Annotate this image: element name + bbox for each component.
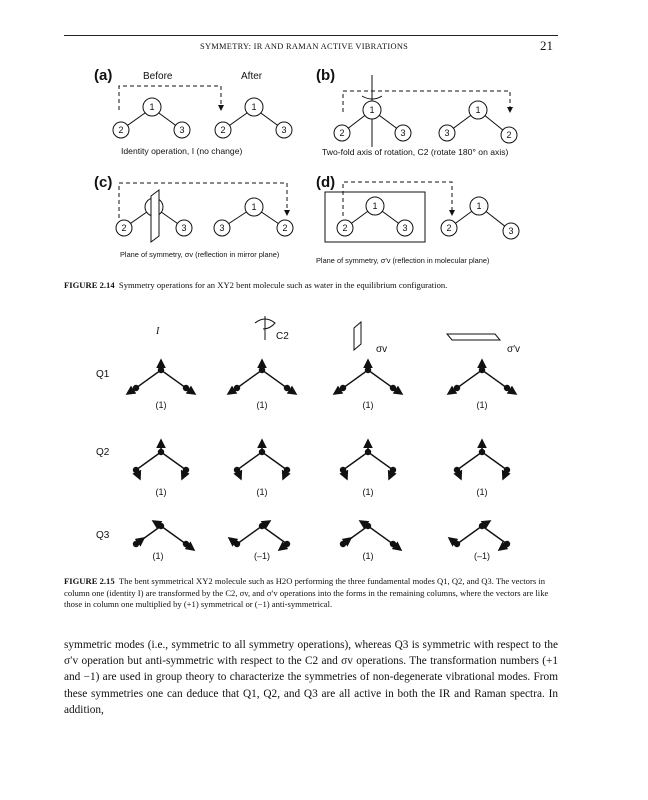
- q2-factor-2: (1): [256, 487, 268, 497]
- a1-atom-1: 1: [149, 102, 155, 112]
- panel-d-tag: (d): [316, 174, 336, 191]
- q1-col2-bond-left: [237, 370, 262, 388]
- q1-factor-3: (1): [362, 400, 374, 410]
- q3-col2-bond-right: [262, 526, 287, 544]
- a1-atom-2: 2: [118, 125, 124, 135]
- c2-atom-3: 3: [219, 223, 225, 233]
- q1-factor-4: (1): [476, 400, 488, 410]
- d1-atom-2: 2: [342, 223, 348, 233]
- q3-col4-vector-left: [449, 538, 457, 544]
- q3-col4-vector-right: [499, 544, 507, 550]
- figure-2-15-caption: [64, 576, 558, 611]
- q3-col4-bond-right: [482, 526, 507, 544]
- q1-factor-1: (1): [155, 400, 167, 410]
- figure-2-14-label: FIGURE 2.14: [64, 280, 115, 290]
- col-header-c2: C2: [276, 331, 289, 342]
- q2-col4-bond-right: [482, 452, 507, 470]
- q1-col4-bond-right: [482, 370, 507, 388]
- d2-atom-3: 3: [508, 226, 514, 236]
- d2-atom-2: 2: [446, 223, 452, 233]
- q1-col4-bond-left: [457, 370, 482, 388]
- q1-col3-bond-right: [368, 370, 393, 388]
- panel-b-caption: Two-fold axis of rotation, C2 (rotate 180° on axis): [322, 147, 509, 157]
- q3-col4-bond-left: [457, 526, 482, 544]
- q2-factor-1: (1): [155, 487, 167, 497]
- panel-b-tag: (b): [316, 67, 336, 84]
- q1-col3-vector-left: [334, 388, 343, 394]
- a2-atom-1: 1: [251, 102, 257, 112]
- panel-c-tag: (c): [94, 174, 113, 191]
- sigma-v-plane-icon: [354, 322, 361, 350]
- row-label-q3: Q3: [96, 530, 110, 541]
- q2-col2-bond-left: [237, 452, 262, 470]
- c1-atom-2: 2: [121, 223, 127, 233]
- q2-col2-bond-right: [262, 452, 287, 470]
- b1-atom-2: 2: [339, 128, 345, 138]
- b1-atom-1: 1: [369, 105, 375, 115]
- q3-factor-4: (–1): [473, 551, 491, 561]
- a1-atom-3: 3: [179, 125, 185, 135]
- figure-2-14-text: Symmetry operations for an XY2 bent molecule such as water in the equilibrium configuration.: [118, 280, 448, 290]
- q1-col2-bond-right: [262, 370, 287, 388]
- panel-a-after-label: After: [241, 71, 263, 82]
- q2-col1-bond-left: [136, 452, 161, 470]
- q3-factor-1: (1): [152, 551, 164, 561]
- q1-col2-vector-right: [287, 388, 296, 394]
- q2-col3-bond-right: [368, 452, 393, 470]
- q3-col2-vector-left: [229, 538, 237, 544]
- a2-atom-2: 2: [220, 125, 226, 135]
- sigma-v-prime-plane-icon: [447, 334, 500, 340]
- b1-atom-3: 3: [400, 128, 406, 138]
- q1-col1-vector-right: [186, 388, 195, 394]
- q3-col3-bond-right: [368, 526, 393, 544]
- q1-col1-bond-left: [136, 370, 161, 388]
- d2-atom-1: 1: [476, 201, 482, 211]
- d1-atom-1: 1: [372, 201, 378, 211]
- figure-2-15-label: FIGURE 2.15: [64, 576, 115, 586]
- col-header-identity: I: [156, 326, 160, 337]
- col-header-sigma-v: σv: [376, 344, 388, 355]
- q3-col2-bond-left: [237, 526, 262, 544]
- a2-atom-3: 3: [281, 125, 287, 135]
- panel-d-caption: Plane of symmetry, σ′v (reflection in molecular plane): [316, 256, 490, 265]
- page-number: 21: [540, 38, 553, 53]
- c1-atom-3: 3: [181, 223, 187, 233]
- col-header-sigma-v-prime: σ′v: [507, 344, 521, 355]
- q3-col2-vector-right: [279, 544, 287, 550]
- c2-atom-2: 2: [282, 223, 288, 233]
- q1-col1-bond-right: [161, 370, 186, 388]
- q3-col1-vector-right: [186, 544, 194, 550]
- q1-col2-vector-left: [228, 388, 237, 394]
- q3-factor-3: (1): [362, 551, 374, 561]
- d1-atom-3: 3: [402, 223, 408, 233]
- q2-factor-4: (1): [476, 487, 488, 497]
- q1-col4-vector-left: [448, 388, 457, 394]
- row-label-q2: Q2: [96, 447, 110, 458]
- body-paragraph: symmetric modes (i.e., symmetric to all symmetry operations), whereas Q3 is symmetric with respect to the σ′v operation but anti-symmetric with respect to the C2 and σv operations. The transformation numbers (+1 and −1) are used in group theory to characterize the symmetries of non-degenerate vibrational modes. From these symmetries one can deduce that Q1, Q2, and Q3 are all active in both the IR and Raman spectra. In addition,: [64, 639, 558, 716]
- q1-factor-2: (1): [256, 400, 268, 410]
- q2-col4-bond-left: [457, 452, 482, 470]
- q3-col1-bond-right: [161, 526, 186, 544]
- q2-col3-bond-left: [343, 452, 368, 470]
- q3-col3-vector-left: [343, 538, 351, 544]
- row-label-q1: Q1: [96, 369, 110, 380]
- running-title: SYMMETRY: IR AND RAMAN ACTIVE VIBRATIONS: [200, 42, 409, 51]
- vibration-mode-molecules: [127, 360, 516, 550]
- q2-col1-bond-right: [161, 452, 186, 470]
- figure-2-15-text: The bent symmetrical XY2 molecule such as H2O performing the three fundamental modes Q1, Q2, and Q3. The vectors in column one (identity I) are transformed by the C2, σv, and σ′v operations into the forms in the remaining columns, where the vectors are like those in column one multiplied by (+1) symmetrical or (−1) anti-symmetrical.: [64, 576, 549, 610]
- b2-atom-1: 1: [475, 105, 481, 115]
- b2-atom-2: 2: [506, 130, 512, 140]
- q2-factor-3: (1): [362, 487, 374, 497]
- panel-a-before-label: Before: [143, 71, 173, 82]
- b2-atom-3: 3: [444, 128, 450, 138]
- panel-c-caption: Plane of symmetry, σv (reflection in mirror plane): [120, 250, 280, 259]
- q1-col1-vector-left: [127, 388, 136, 394]
- panel-a-tag: (a): [94, 67, 113, 84]
- c2-atom-1: 1: [251, 202, 257, 212]
- q3-col3-vector-right: [393, 544, 401, 550]
- q3-col1-vector-left: [136, 538, 144, 544]
- q1-col4-vector-right: [507, 388, 516, 394]
- q1-col3-bond-left: [343, 370, 368, 388]
- q1-col3-vector-right: [393, 388, 402, 394]
- q3-factor-2: (–1): [253, 551, 271, 561]
- panel-a-caption: Identity operation, I (no change): [121, 146, 243, 156]
